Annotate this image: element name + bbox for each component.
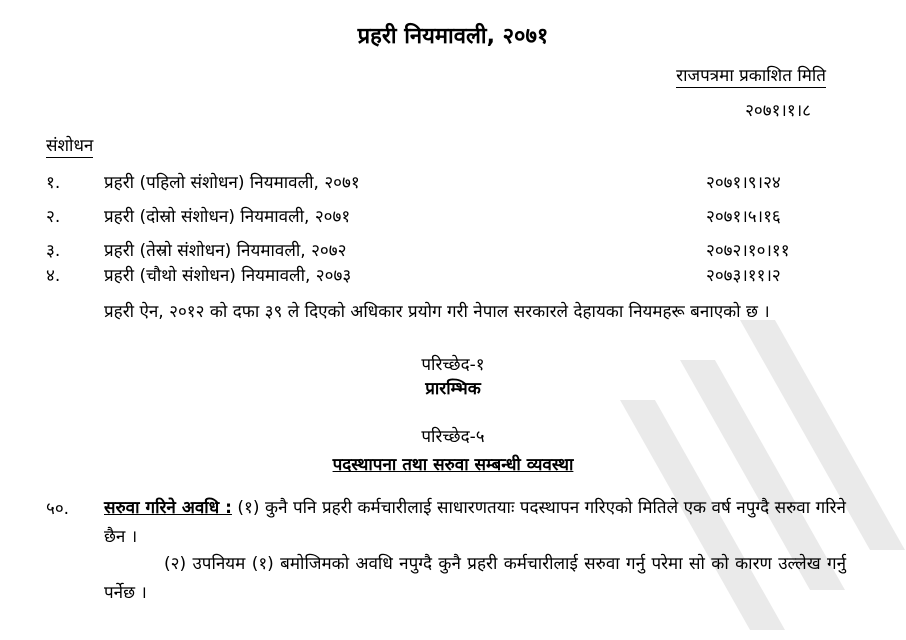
section-50-clause-1: [104, 494, 846, 552]
section-heading: सरुवा गरिने अवधि :: [104, 498, 232, 518]
amendments-heading: संशोधन: [46, 133, 93, 158]
amendment-date: २०७१।९।२४: [706, 173, 781, 193]
section-number: ५०.: [46, 499, 70, 519]
amendment-number: २.: [46, 207, 61, 227]
amendment-name: प्रहरी (चौथो संशोधन) नियमावली, २०७३: [104, 266, 352, 286]
publication-date: २०७१।१।८: [745, 101, 811, 121]
section-50-clause-2: (२) उपनियम (१) बमोजिमको अवधि नपुग्दै कुनै प्रहरी कर्मचारीलाई सरुवा गर्नु परेमा सो को कारण उल्लेख गर्नु पर्नेछ ।: [104, 554, 846, 603]
chapter-5-label: परिच्छेद-५: [421, 427, 485, 447]
amendment-name: प्रहरी (तेस्रो संशोधन) नियमावली, २०७२: [104, 241, 347, 261]
document-title: प्रहरी नियमावली, २०७१: [357, 24, 549, 49]
amendment-row: [0, 238, 906, 262]
amendment-name: प्रहरी (पहिलो संशोधन) नियमावली, २०७१: [104, 173, 360, 193]
amendment-row: [0, 263, 906, 287]
amendment-number: १.: [46, 173, 61, 193]
amendment-number: ३.: [46, 241, 61, 261]
clause-1-text: (१) कुनै पनि प्रहरी कर्मचारीलाई साधारणतयाः पदस्थापन गरिएको मितिले एक वर्ष नपुग्दै सरुवा गरिने छैन ।: [104, 498, 846, 547]
amendment-row: [0, 170, 906, 194]
chapter-1-label: परिच्छेद-१: [421, 355, 485, 375]
publication-date-label: राजपत्रमा प्रकाशित मिति: [676, 63, 826, 88]
chapter-1-title: प्रारम्भिक: [425, 379, 481, 399]
amendment-date: २०७३।११।२: [706, 266, 781, 286]
chapter-5-title-text: पदस्थापना तथा सरुवा सम्बन्धी व्यवस्था: [332, 455, 574, 475]
amendment-number: ४.: [46, 266, 61, 286]
amendment-row: [0, 204, 906, 228]
preamble-text: प्रहरी ऐन, २०१२ को दफा ३९ ले दिएको अधिकार प्रयोग गरी नेपाल सरकारले देहायका नियमहरू बनाएको छ ।: [104, 302, 770, 322]
amendment-name: प्रहरी (दोस्रो संशोधन) नियमावली, २०७१: [104, 207, 351, 227]
chapter-5-title: [0, 452, 906, 475]
amendment-date: २०७२।१०।११: [706, 241, 790, 261]
amendment-date: २०७१।५।१६: [706, 207, 781, 227]
